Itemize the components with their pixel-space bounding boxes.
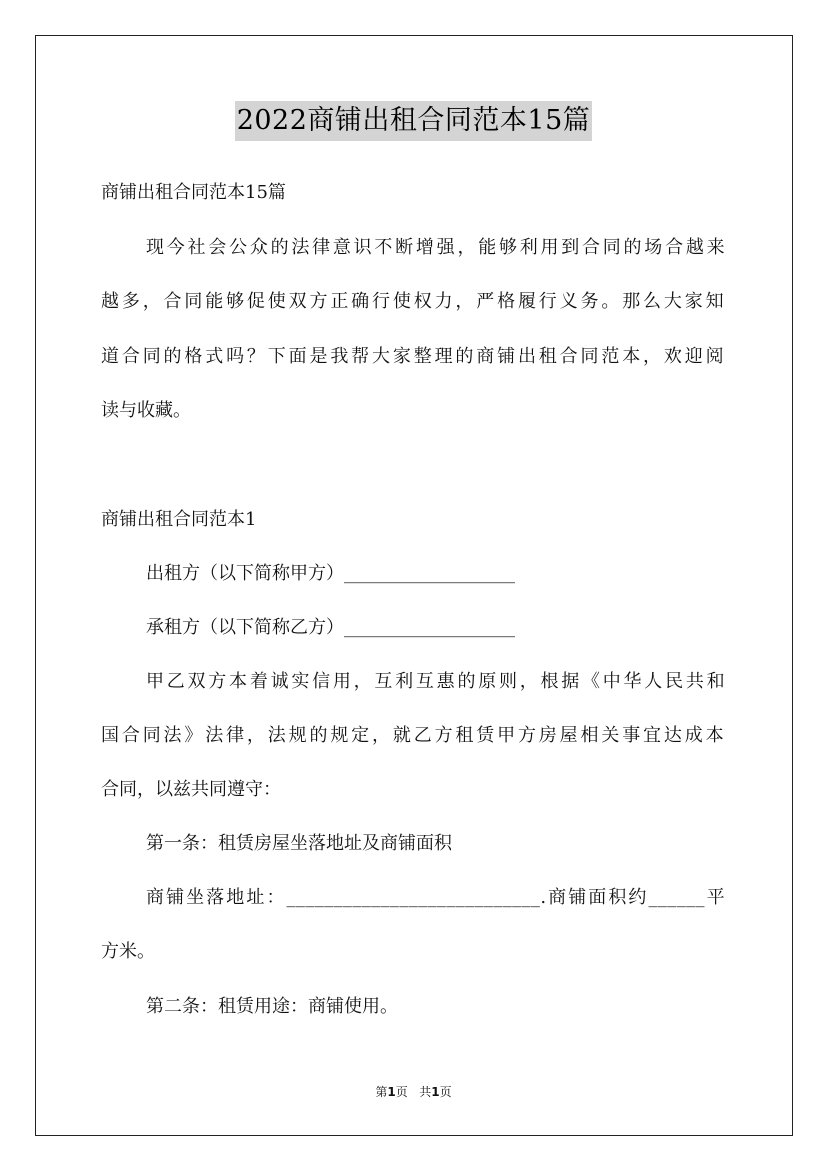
address-line-2: 方米。 <box>101 941 155 962</box>
preamble-line-3: 合同，以兹共同遵守： <box>101 779 281 800</box>
intro-line-1: 现今社会公众的法律意识不断增强，能够利用到合同的场合越来 <box>146 237 725 258</box>
address-line-1: 商铺坐落地址：___________________________.商铺面积约______平 <box>146 887 725 908</box>
preamble-line-2: 国合同法》法律，法规的规定，就乙方租赁甲方房屋相关事宜达成本 <box>101 725 724 746</box>
total-number: 1 <box>431 1085 440 1099</box>
total-suffix: 页 <box>439 1085 452 1099</box>
page-number: 1 <box>387 1085 396 1099</box>
article1-heading: 第一条：租赁房屋坐落地址及商铺面积 <box>146 833 452 854</box>
article2-heading: 第二条：租赁用途：商铺使用。 <box>146 996 398 1017</box>
document-subtitle: 商铺出租合同范本15篇 <box>101 182 286 203</box>
section-heading: 商铺出租合同范本1 <box>101 509 257 530</box>
intro-line-4: 读与收藏。 <box>101 400 191 421</box>
page-footer <box>0 1084 827 1100</box>
page-suffix: 页 <box>395 1085 408 1099</box>
document-title: 2022商铺出租合同范本15篇 <box>235 101 593 141</box>
intro-line-3: 道合同的格式吗？下面是我帮大家整理的商铺出租合同范本，欢迎阅 <box>101 346 724 367</box>
total-prefix: 共 <box>419 1085 432 1099</box>
page-prefix: 第 <box>375 1085 388 1099</box>
title-container <box>0 101 827 141</box>
intro-line-2: 越多，合同能够促使双方正确行使权力，严格履行义务。那么大家知 <box>101 291 724 312</box>
lessee-line: 承租方（以下简称乙方）___________________ <box>146 617 515 638</box>
lessor-line: 出租方（以下简称甲方）___________________ <box>146 563 515 584</box>
preamble-line-1: 甲乙双方本着诚实信用，互利互惠的原则，根据《中华人民共和 <box>146 671 725 692</box>
